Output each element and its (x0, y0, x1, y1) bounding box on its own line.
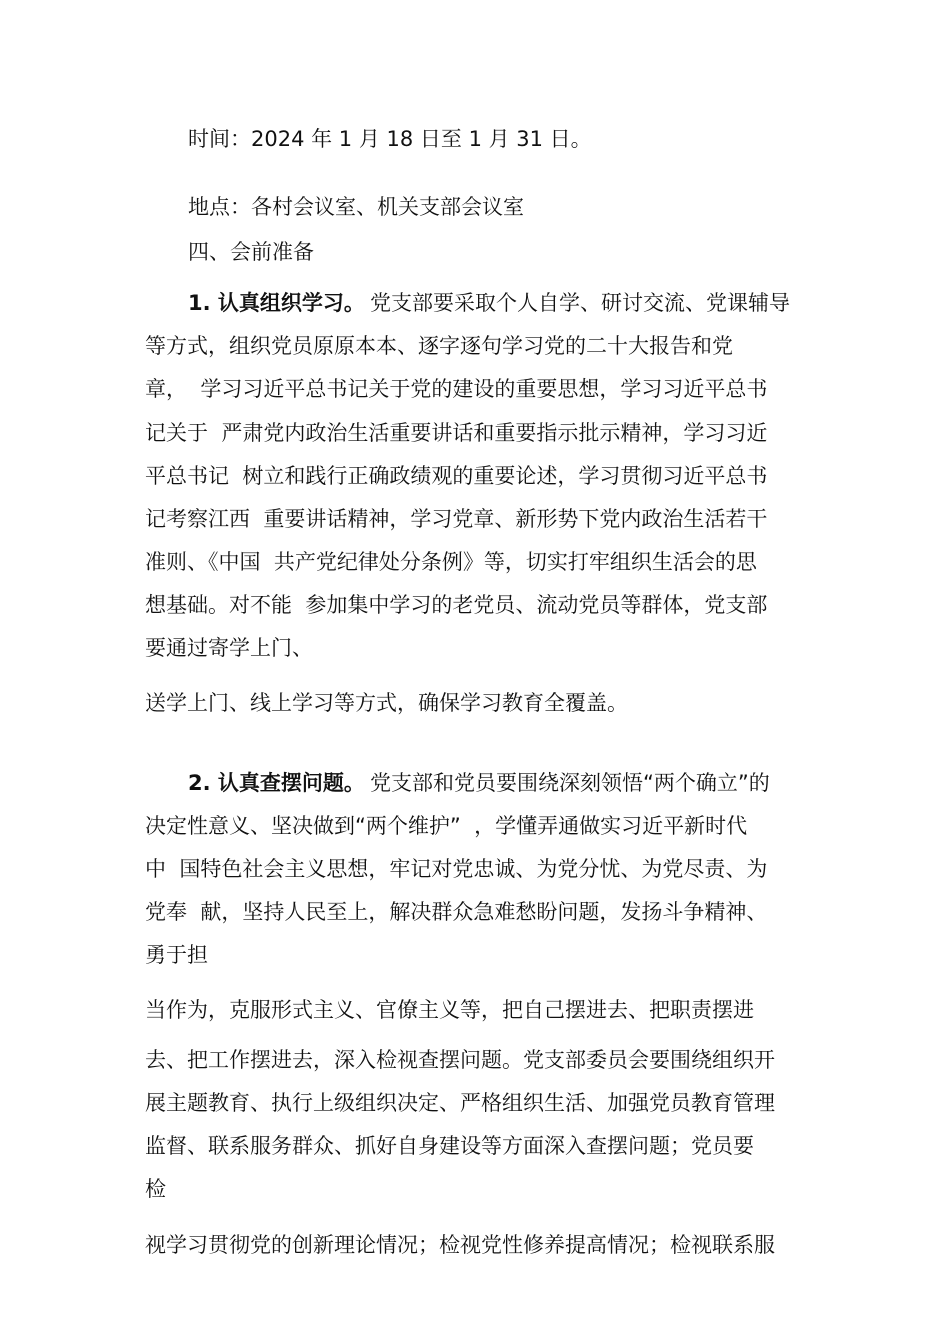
item2-line: 去、把工作摆进去，深入检视查摆问题。党支部委员会要围绕组织开 (145, 1048, 775, 1072)
item1-line: 要通过寄学上门、 (145, 636, 313, 660)
item2-line: 决定性意义、坚决做到“两个维护” ，学懂弄通做实习近平新时代 (145, 814, 748, 838)
item2-line: 党支部和党员要围绕深刻领悟“两个确立”的 (370, 771, 770, 795)
item1-line: 等方式，组织党员原原本本、逐字逐句学习党的二十大报告和党 (145, 334, 733, 358)
item1-line: 想基础。对不能 参加集中学习的老党员、流动党员等群体，党支部 (145, 593, 768, 617)
item2-label: 2. 认真查摆问题。 (188, 771, 365, 795)
item1-line: 记关于 严肃党内政治生活重要讲话和重要指示批示精神，学习习近 (145, 421, 768, 445)
item1-line: 章， 学习习近平总书记关于党的建设的重要思想，学习习近平总书 (145, 377, 768, 401)
item2-line: 党奉 献，坚持人民至上，解决群众急难愁盼问题，发扬斗争精神、 (145, 900, 768, 924)
item1-label: 1. 认真组织学习。 (188, 291, 365, 315)
item1-line: 平总书记 树立和践行正确政绩观的重要论述，学习贯彻习近平总书 (145, 464, 768, 488)
item2-line: 监督、联系服务群众、抓好自身建设等方面深入查摆问题；党员要 (145, 1134, 754, 1158)
item2-line: 视学习贯彻党的创新理论情况；检视党性修养提高情况；检视联系服 (145, 1233, 775, 1257)
place-line: 地点：各村会议室、机关支部会议室 (188, 195, 524, 219)
item1-line: 党支部要采取个人自学、研讨交流、党课辅导 (370, 291, 790, 315)
time-line: 时间：2024 年 1 月 18 日至 1 月 31 日。 (188, 127, 592, 151)
item1-line: 记考察江西 重要讲话精神，学习党章、新形势下党内政治生活若干 (145, 507, 768, 531)
item1-line: 准则、《中国 共产党纪律处分条例》等，切实打牢组织生活会的思 (145, 550, 757, 574)
item2-line: 中 国特色社会主义思想，牢记对党忠诚、为党分忧、为党尽责、为 (145, 857, 768, 881)
item2-line: 检 (145, 1177, 166, 1201)
item2-line: 展主题教育、执行上级组织决定、严格组织生活、加强党员教育管理 (145, 1091, 775, 1115)
item2-line: 当作为，克服形式主义、官僚主义等，把自己摆进去、把职责摆进 (145, 998, 754, 1022)
section-heading: 四、会前准备 (188, 240, 314, 264)
item1-line: 送学上门、线上学习等方式，确保学习教育全覆盖。 (145, 691, 628, 715)
item2-line: 勇于担 (145, 943, 208, 967)
